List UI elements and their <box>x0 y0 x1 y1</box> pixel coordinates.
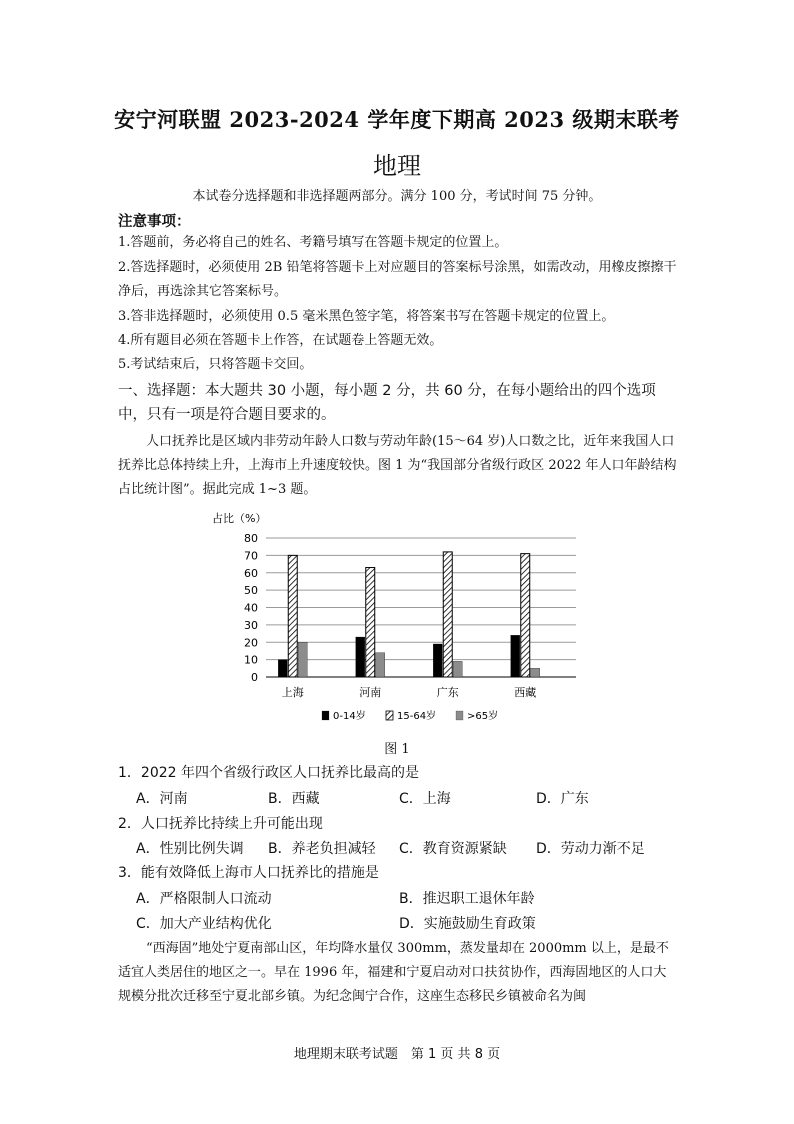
question-2-option-c[interactable]: C．教育资源紧缺 <box>399 841 507 857</box>
bar-3 <box>376 653 385 677</box>
legend-label: 0-14岁 <box>333 711 366 722</box>
question-1-option-a[interactable]: A．河南 <box>136 791 188 807</box>
legend-swatch <box>456 711 463 720</box>
question-3-option-b[interactable]: B．推迟职工退休年龄 <box>399 891 535 907</box>
y-tick-labels <box>244 532 258 684</box>
exam-intro: 本试卷分选择题和非选择题两部分。满分 100 分，考试时间 75 分钟。 <box>192 189 602 204</box>
section-heading: 一、选择题：本大题共 30 小题，每小题 2 分，共 60 分，在每小题给出的四个选项中，只有一项是符合题目要求的。 <box>118 383 656 423</box>
question-1-option-b[interactable]: B．西藏 <box>268 791 320 807</box>
question-3-option-a[interactable]: A．严格限制人口流动 <box>136 891 272 907</box>
page-footer: 地理期末联考试题 第 1 页 共 8 页 <box>293 1047 501 1062</box>
bar-3 <box>298 642 307 677</box>
bar-2 <box>521 554 530 677</box>
question-2-option-d[interactable]: D．劳动力渐不足 <box>536 841 645 857</box>
question-1-option-d[interactable]: D．广东 <box>536 791 589 807</box>
bar-3 <box>531 668 540 677</box>
bar-3 <box>453 661 462 677</box>
y-tick-label: 10 <box>244 653 258 667</box>
legend-label: 15-64岁 <box>397 711 437 722</box>
note-item-2: 2.答选择题时，必须使用 2B 铅笔将答题卡上对应题目的答案标号涂黑，如需改动，用橡皮擦擦干净后，再选涂其它答案标号。 <box>118 260 677 299</box>
y-tick-label: 40 <box>244 601 258 615</box>
exam-title: 安宁河联盟 2023-2024 学年度下期高 2023 级期末联考 <box>114 107 680 132</box>
x-tick-label: 上海 <box>281 686 304 699</box>
x-tick-label: 广东 <box>436 686 459 699</box>
bar-1 <box>433 644 442 677</box>
question-1-option-c[interactable]: C．上海 <box>399 791 451 807</box>
x-tick-labels <box>282 685 537 699</box>
note-item-4: 4.所有题目必须在答题卡上作答，在试题卷上答题无效。 <box>118 333 443 348</box>
bar-2 <box>366 568 375 677</box>
x-tick-label: 河南 <box>359 686 382 699</box>
bar-1 <box>278 660 287 677</box>
bar-1 <box>511 635 520 677</box>
legend-label: >65岁 <box>467 711 499 722</box>
bar-2 <box>288 555 297 677</box>
chart-bars <box>278 552 540 677</box>
y-tick-label: 50 <box>244 584 258 598</box>
question-2-stem: 2．人口抚养比持续上升可能出现 <box>118 816 323 832</box>
x-tick-label: 西藏 <box>514 686 537 699</box>
notes-title: 注意事项： <box>118 213 191 230</box>
question-3-stem: 3．能有效降低上海市人口抚养比的措施是 <box>118 865 379 881</box>
question-1-stem: 1．2022 年四个省级行政区人口抚养比最高的是 <box>118 765 419 781</box>
question-2-option-b[interactable]: B．养老负担减轻 <box>268 841 376 857</box>
question-2-option-a[interactable]: A．性别比例失调 <box>136 841 244 857</box>
bar-2 <box>443 552 452 677</box>
question-3-option-c[interactable]: C．加大产业结构优化 <box>136 916 272 932</box>
note-item-1: 1.答题前，务必将自己的姓名、考籍号填写在答题卡规定的位置上。 <box>118 235 508 250</box>
bar-1 <box>356 637 365 677</box>
legend-swatch <box>322 711 329 720</box>
y-tick-label: 0 <box>251 671 258 684</box>
y-tick-label: 80 <box>244 532 258 545</box>
chart-legend <box>322 709 498 722</box>
question-3-option-d[interactable]: D．实施鼓励生育政策 <box>399 916 536 932</box>
y-tick-label: 60 <box>244 566 258 580</box>
passage-2: “西海固”地处宁夏南部山区，年均降水量仅 300mm，蒸发量却在 2000mm 以上，是最不适宜人类居住的地区之一。早在 1996 年，福建和宁夏启动对口扶贫协作，西海固地区的人口大规模分批次迁移至宁夏北部乡镇。为纪念闽宁合作，这座生态移民乡镇被命名为闽 <box>118 941 669 1004</box>
population-structure-chart <box>200 505 600 730</box>
y-axis-label: 占比（%） <box>212 512 267 525</box>
figure-caption: 图 1 <box>384 742 410 757</box>
legend-swatch <box>386 711 393 720</box>
y-tick-label: 30 <box>244 618 258 632</box>
note-item-3: 3.答非选择题时，必须使用 0.5 毫米黑色签字笔，将答案书写在答题卡规定的位置上。 <box>118 309 615 324</box>
y-tick-label: 70 <box>244 549 258 563</box>
passage-1: 人口抚养比是区域内非劳动年龄人口数与劳动年龄(15～64 岁)人口数之比，近年来我国人口抚养比总体持续上升，上海市上升速度较快。图 1 为“我国部分省级行政区 2022 年人口年龄结构占比统计图”。据此完成 1~3 题。 <box>118 434 677 497</box>
y-tick-label: 20 <box>244 636 258 650</box>
subject-title: 地理 <box>373 152 421 180</box>
note-item-5: 5.考试结束后，只将答题卡交回。 <box>118 357 313 372</box>
